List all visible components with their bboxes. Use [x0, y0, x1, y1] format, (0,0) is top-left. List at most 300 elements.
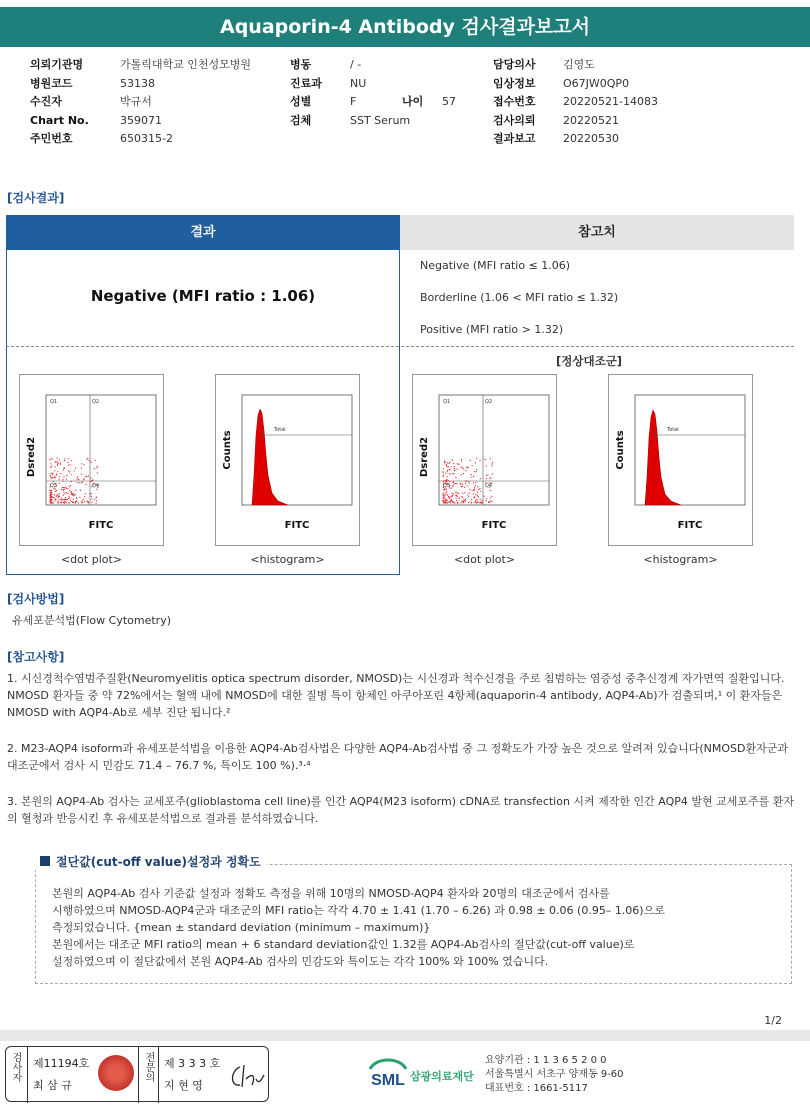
scatter-dot: [447, 495, 448, 496]
label-doctor: 담당의사: [493, 58, 536, 71]
scatter-dot: [80, 490, 81, 491]
scatter-dot: [479, 460, 480, 461]
scatter-dot: [52, 499, 53, 500]
scatter-dot: [455, 477, 456, 478]
scatter-dot: [73, 495, 74, 496]
scatter-dot: [69, 490, 70, 491]
scatter-dot: [58, 463, 59, 464]
scatter-dot: [449, 469, 450, 470]
note-2: 2. M23-AQP4 isoform과 유세포분석법을 이용한 AQP4-Ab검사법은 다양한 AQP4-Ab검사법 중 그 정확도가 가장 높은 것으로 알려져 있습니다(NMOSD환자군과 대조군에서 검사 시 민감도 71.4 – 76.7 %, 특이도 100 %).³·⁴: [7, 742, 788, 772]
scatter-dot: [72, 493, 73, 494]
scatter-dot: [485, 500, 486, 501]
scatter-dot: [56, 496, 57, 497]
scatter-dot: [444, 462, 445, 463]
scatter-dot: [449, 498, 450, 499]
scatter-dot: [446, 480, 447, 481]
scatter-dot: [64, 458, 65, 459]
scatter-dot: [57, 465, 58, 466]
control-quadrant-q3: Q3: [443, 483, 451, 489]
control-quadrant-q1: Q1: [443, 399, 451, 405]
value-chart-no: 359071: [120, 113, 162, 127]
scatter-dot: [491, 496, 492, 497]
label-requester: 의뢰기관명: [30, 58, 84, 71]
scatter-dot: [95, 497, 96, 498]
scatter-dot: [94, 499, 95, 500]
scatter-dot: [490, 497, 491, 498]
scatter-dot: [474, 497, 475, 498]
scatter-dot: [445, 473, 446, 474]
scatter-dot: [470, 460, 471, 461]
scatter-dot: [51, 458, 52, 459]
control-dot-y-label: Dsred2: [419, 436, 430, 478]
scatter-dot: [68, 502, 69, 503]
scatter-dot: [69, 471, 70, 472]
quadrant-q2: Q2: [92, 399, 100, 405]
scatter-dot: [68, 465, 69, 466]
signature-box: [5, 1046, 269, 1102]
scatter-dot: [456, 498, 457, 499]
scatter-dot: [460, 502, 461, 503]
scatter-dot: [83, 499, 84, 500]
scatter-dot: [458, 493, 459, 494]
scatter-dot: [50, 494, 51, 495]
dot-x-label: FITC: [88, 520, 114, 531]
label-report-date: 결과보고: [493, 132, 536, 145]
scatter-dot: [479, 488, 480, 489]
scatter-dot: [454, 468, 455, 469]
scatter-dot: [71, 491, 72, 492]
info-col-1: [30, 56, 251, 149]
scatter-dot: [444, 493, 445, 494]
patient-dot-plot: [19, 374, 164, 546]
cutoff-line: 본원의 AQP4-Ab 검사 기준값 설정과 정확도 측정을 위해 10명의 NMOSD-AQP4 환자와 20명의 대조군에서 검사를: [52, 887, 610, 900]
scatter-dot: [454, 483, 455, 484]
scatter-dot: [66, 488, 67, 489]
scatter-dot: [486, 478, 487, 479]
control-histogram-graphic: [609, 375, 754, 547]
scatter-dot: [469, 489, 470, 490]
scatter-dot: [455, 492, 456, 493]
scatter-dot: [470, 477, 471, 478]
scatter-dot: [448, 496, 449, 497]
scatter-dot: [487, 474, 488, 475]
result-value: Negative (MFI ratio : 1.06): [90, 287, 316, 305]
scatter-dot: [480, 478, 481, 479]
footer-divider: [0, 1030, 810, 1041]
scatter-dot: [97, 472, 98, 473]
label-request-date: 검사의뢰: [493, 113, 536, 127]
scatter-dot: [460, 484, 461, 485]
scatter-dot: [471, 499, 472, 500]
scatter-dot: [84, 501, 85, 502]
scatter-dot: [463, 500, 464, 501]
scatter-dot: [85, 493, 86, 494]
hist-marker-label: Total: [274, 427, 286, 433]
scatter-dot: [63, 476, 64, 477]
scatter-dot: [49, 459, 50, 460]
value-receipt-no: 20220521-14083: [563, 95, 658, 108]
quadrant-q1: Q1: [50, 399, 58, 405]
control-hist-marker-label: Total: [667, 427, 679, 433]
scatter-dot: [456, 494, 457, 495]
scatter-dot: [60, 462, 61, 463]
scatter-dot: [467, 485, 468, 486]
scatter-dot: [50, 473, 51, 474]
scatter-dot: [77, 478, 78, 479]
scatter-dot: [50, 497, 51, 498]
scatter-dot: [74, 494, 75, 495]
scatter-dot: [59, 479, 60, 480]
scatter-dot: [471, 502, 472, 503]
scatter-dot: [492, 462, 493, 463]
scatter-dot: [453, 485, 454, 486]
cutoff-line: 측정되었습니다. {mean ± standard deviation (minimum – maximum)}: [52, 921, 431, 934]
scatter-dot: [473, 493, 474, 494]
scatter-dot: [87, 502, 88, 503]
scatter-dot: [492, 463, 493, 464]
section-method-heading: [검사방법]: [7, 592, 65, 606]
control-dot-plot-caption: <dot plot>: [453, 553, 516, 566]
scatter-dot: [475, 494, 476, 495]
scatter-dot: [51, 492, 52, 493]
scatter-dot: [91, 498, 92, 499]
scatter-dot: [490, 490, 491, 491]
value-hospital-code: 53138: [120, 76, 155, 90]
control-quadrant-q4: Q4: [485, 483, 493, 489]
scatter-dot: [51, 465, 52, 466]
scatter-dot: [442, 493, 443, 494]
scatter-dot: [445, 500, 446, 501]
label-specimen: 검체: [290, 113, 312, 127]
scatter-dot: [449, 481, 450, 482]
section-notes-heading: [참고사항]: [7, 650, 65, 664]
scatter-dot: [443, 494, 444, 495]
scatter-dot: [66, 475, 67, 476]
scatter-dot: [453, 473, 454, 474]
label-age: 나이: [402, 95, 424, 108]
scatter-dot: [81, 482, 82, 483]
scatter-dot: [457, 496, 458, 497]
dot-plot-caption: <dot plot>: [60, 553, 123, 566]
scatter-dot: [474, 471, 475, 472]
quadrant-q3: Q3: [50, 483, 58, 489]
scatter-dot: [51, 478, 52, 479]
scatter-dot: [50, 500, 51, 501]
scatter-dot: [60, 502, 61, 503]
scatter-dot: [476, 471, 477, 472]
note-1: 1. 시신경척수염범주질환(Neuromyelitis optica spectrum disorder, NMOSD)는 시신경과 척수신경을 주로 침범하는 염증성 중추신경계 자가면역 질환입니다. NMOSD 환자들 중 약 72%에서는 혈액 내에 NMOSD에 대한 질병 특이 항체인 아쿠아포린 4항체(aquaporin-4 antibody, AQP4-Ab)가 검출되며,¹ 이 환자들은 NMOSD with AQP4-Ab로 세부 진단 됩니다.²: [7, 672, 785, 719]
scatter-dot: [460, 483, 461, 484]
scatter-dot: [486, 498, 487, 499]
control-dot-x-label: FITC: [481, 520, 507, 531]
ref-positive: Positive (MFI ratio > 1.32): [420, 323, 564, 336]
scatter-dot: [79, 482, 80, 483]
scatter-dot: [52, 474, 53, 475]
scatter-dot: [443, 480, 444, 481]
examiner-license: 제11194호: [33, 1057, 90, 1070]
scatter-dot: [448, 463, 449, 464]
scatter-dot: [462, 483, 463, 484]
label-resident-no: 주민번호: [30, 132, 73, 145]
scatter-dot: [474, 487, 475, 488]
scatter-dot: [84, 464, 85, 465]
scatter-dot: [472, 465, 473, 466]
scatter-dot: [477, 501, 478, 502]
value-specimen: SST Serum: [350, 113, 411, 127]
scatter-dot: [64, 499, 65, 500]
label-department: 진료과: [290, 76, 322, 90]
scatter-dot: [475, 482, 476, 483]
scatter-dot: [71, 460, 72, 461]
scatter-dot: [449, 473, 450, 474]
scatter-dot: [443, 474, 444, 475]
page-number: 1/2: [764, 1014, 782, 1027]
scatter-dot: [454, 466, 455, 467]
scatter-dot: [452, 486, 453, 487]
scatter-dot: [484, 496, 485, 497]
control-dot-plot: [412, 374, 557, 546]
scatter-dot: [81, 501, 82, 502]
scatter-dot: [52, 459, 53, 460]
scatter-dot: [94, 468, 95, 469]
scatter-dot: [443, 489, 444, 490]
scatter-dot: [447, 502, 448, 503]
scatter-dot: [76, 482, 77, 483]
scatter-dot: [467, 494, 468, 495]
label-patient: 수진자: [30, 95, 62, 108]
scatter-dot: [451, 500, 452, 501]
scatter-dot: [60, 499, 61, 500]
scatter-dot: [443, 501, 444, 502]
scatter-dot: [489, 478, 490, 479]
scatter-dot: [447, 471, 448, 472]
scatter-dot: [455, 483, 456, 484]
scatter-dot: [464, 492, 465, 493]
scatter-dot: [59, 499, 60, 500]
cutoff-line: 본원에서는 대조군 MFI ratio의 mean + 6 standard deviation값인 1.32를 AQP4-Ab검사의 절단값(cut-off value)로: [52, 938, 635, 951]
signature-icon: [226, 1061, 266, 1091]
control-hist-y-label: Counts: [615, 430, 626, 470]
dot-y-label: Dsred2: [26, 436, 37, 478]
scatter-dot: [466, 467, 467, 468]
result-header: 결과: [6, 215, 400, 250]
scatter-dot: [469, 483, 470, 484]
label-hospital-code: 병원코드: [30, 76, 73, 90]
examiner-vertical-label: 검사자: [10, 1052, 21, 1082]
scatter-dot: [458, 464, 459, 465]
scatter-dot: [61, 489, 62, 490]
scatter-dot: [89, 493, 90, 494]
scatter-dot: [482, 500, 483, 501]
scatter-dot: [68, 498, 69, 499]
scatter-dot: [449, 462, 450, 463]
scatter-dot: [447, 476, 448, 477]
scatter-dot: [56, 475, 57, 476]
scatter-dot: [474, 489, 475, 490]
value-requester: 가톨릭대학교 인천성모병원: [120, 58, 252, 71]
scatter-dot: [480, 499, 481, 500]
sml-logo-text: SML: [371, 1072, 405, 1089]
scatter-dot: [71, 481, 72, 482]
scatter-dot: [71, 474, 72, 475]
scatter-dot: [457, 502, 458, 503]
scatter-dot: [50, 467, 51, 468]
scatter-dot: [453, 463, 454, 464]
scatter-dot: [468, 496, 469, 497]
scatter-dot: [59, 483, 60, 484]
scatter-dot: [57, 462, 58, 463]
scatter-dot: [62, 499, 63, 500]
scatter-dot: [67, 488, 68, 489]
value-request-date: 20220521: [563, 113, 619, 127]
scatter-dot: [461, 467, 462, 468]
scatter-dot: [463, 468, 464, 469]
scatter-dot: [66, 492, 67, 493]
ref-borderline: Borderline (1.06 < MFI ratio ≤ 1.32): [420, 291, 619, 304]
scatter-dot: [63, 481, 64, 482]
scatter-dot: [55, 499, 56, 500]
scatter-dot: [92, 502, 93, 503]
scatter-dot: [459, 498, 460, 499]
scatter-dot: [54, 476, 55, 477]
scatter-dot: [476, 502, 477, 503]
cutoff-line: 설정하였으며 이 절단값에서 본원 AQP4-Ab 검사의 민감도와 특이도는 각각 100% 와 100% 였습니다.: [52, 955, 549, 968]
scatter-dot: [457, 469, 458, 470]
scatter-dot: [452, 493, 453, 494]
scatter-dot: [465, 501, 466, 502]
scatter-dot: [55, 477, 56, 478]
value-resident-no: 650315-2: [120, 132, 173, 145]
scatter-dot: [86, 476, 87, 477]
scatter-dot: [63, 487, 64, 488]
scatter-dot: [55, 491, 56, 492]
scatter-dot: [50, 463, 51, 464]
value-age: 57: [442, 95, 456, 108]
scatter-dot: [451, 496, 452, 497]
scatter-dot: [473, 490, 474, 491]
scatter-dot: [481, 502, 482, 503]
scatter-dot: [65, 487, 66, 488]
scatter-dot: [461, 461, 462, 462]
examiner-name: 최 삼 규: [33, 1079, 72, 1092]
label-receipt-no: 접수번호: [493, 95, 536, 108]
scatter-dot: [54, 497, 55, 498]
scatter-dot: [453, 501, 454, 502]
scatter-dot: [447, 466, 448, 467]
scatter-dot: [75, 490, 76, 491]
scatter-dot: [473, 482, 474, 483]
sml-logo-icon: [366, 1055, 410, 1091]
scatter-dot: [59, 493, 60, 494]
scatter-dot: [465, 481, 466, 482]
scatter-dot: [69, 497, 70, 498]
cutoff-title: [34, 853, 267, 870]
scatter-dot: [448, 466, 449, 467]
seal-divider: [138, 1047, 139, 1103]
scatter-dot: [63, 495, 64, 496]
scatter-dot: [485, 459, 486, 460]
scatter-dot: [51, 502, 52, 503]
scatter-dot: [468, 502, 469, 503]
scatter-dot: [474, 502, 475, 503]
scatter-dot: [448, 480, 449, 481]
scatter-dot: [58, 502, 59, 503]
scatter-dot: [447, 470, 448, 471]
scatter-dot: [444, 501, 445, 502]
scatter-dot: [443, 472, 444, 473]
scatter-dot: [64, 501, 65, 502]
scatter-dot: [454, 470, 455, 471]
scatter-dot: [475, 462, 476, 463]
scatter-dot: [67, 493, 68, 494]
scatter-dot: [488, 502, 489, 503]
scatter-dot: [476, 458, 477, 459]
scatter-dot: [95, 460, 96, 461]
scatter-dot: [465, 470, 466, 471]
scatter-dot: [462, 486, 463, 487]
scatter-dot: [70, 464, 71, 465]
scatter-dot: [72, 494, 73, 495]
patient-histogram: [215, 374, 360, 546]
scatter-dot: [442, 500, 443, 501]
scatter-dot: [50, 502, 51, 503]
scatter-dot: [453, 494, 454, 495]
scatter-dot: [471, 474, 472, 475]
scatter-dot: [462, 493, 463, 494]
scatter-dot: [461, 501, 462, 502]
scatter-dot: [57, 471, 58, 472]
square-bullet-icon: [40, 856, 50, 866]
note-3: 3. 본원의 AQP4-Ab 검사는 교세포주(glioblastoma cell line)를 인간 AQP4(M23 isoform) cDNA로 transfection 시켜 제작한 인간 AQP4 발현 교세포주를 환자의 혈청과 반응시킨 후 유세포분석법으로 결과를 분석하였습니다.: [7, 795, 795, 825]
scatter-dot: [443, 476, 444, 477]
reference-header: 참고치: [400, 215, 794, 250]
scatter-dot: [60, 464, 61, 465]
scatter-dot: [481, 502, 482, 503]
scatter-dot: [466, 480, 467, 481]
scatter-dot: [444, 480, 445, 481]
scatter-dot: [473, 476, 474, 477]
scatter-dot: [85, 484, 86, 485]
value-department: NU: [350, 76, 367, 90]
scatter-dot: [469, 493, 470, 494]
value-doctor: 김영도: [563, 58, 595, 71]
report-title: Aquaporin-4 Antibody 검사결과보고서: [0, 7, 810, 47]
red-seal-stamp-icon: [98, 1055, 134, 1091]
section-result-heading: [검사결과]: [7, 191, 65, 205]
scatter-dot: [451, 466, 452, 467]
scatter-dot: [67, 499, 68, 500]
scatter-dot: [50, 476, 51, 477]
org-address: 서울특별시 서초구 양재동 9-60: [485, 1069, 624, 1080]
scatter-dot: [486, 475, 487, 476]
scatter-dot: [465, 499, 466, 500]
scatter-dot: [477, 495, 478, 496]
scatter-dot: [63, 492, 64, 493]
scatter-dot: [453, 482, 454, 483]
scatter-dot: [476, 499, 477, 500]
scatter-dot: [57, 494, 58, 495]
scatter-dot: [54, 500, 55, 501]
scatter-dot: [50, 499, 51, 500]
seal-divider: [158, 1047, 159, 1103]
scatter-dot: [468, 467, 469, 468]
scatter-dot: [58, 501, 59, 502]
scatter-dot: [457, 483, 458, 484]
scatter-dot: [445, 499, 446, 500]
quadrant-q4: Q4: [92, 483, 100, 489]
method-text: 유세포분석법(Flow Cytometry): [12, 614, 172, 627]
scatter-dot: [479, 502, 480, 503]
